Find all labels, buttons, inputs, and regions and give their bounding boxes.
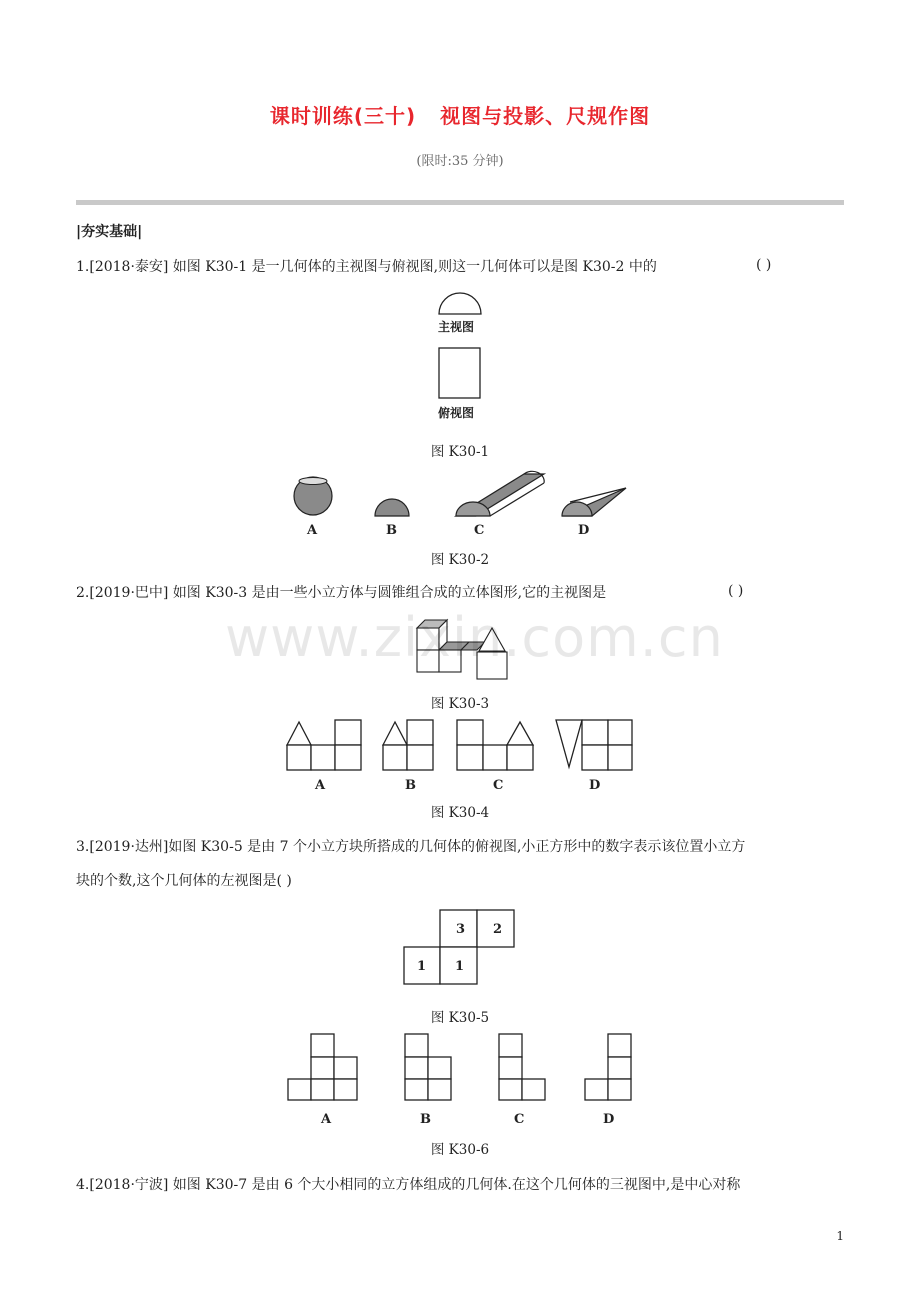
q2-option-a-label: A	[315, 778, 326, 793]
page-title: 课时训练(三十) 视图与投影、尺规作图	[269, 104, 651, 128]
q1-option-b-label: B	[386, 523, 397, 538]
caption-k30-4: 图 K30-4	[430, 805, 490, 821]
q3-option-a-label: A	[321, 1112, 332, 1127]
q1-option-c-label: C	[474, 523, 485, 538]
header-divider	[76, 200, 844, 205]
q3-option-c-drawing	[499, 1034, 545, 1100]
q2-option-a-drawing	[287, 720, 361, 770]
q3-option-d-drawing	[585, 1034, 631, 1100]
question-2-answer-blank: ( )	[728, 583, 744, 599]
question-4-text: 4.[2018·宁波] 如图 K30-7 是由 6 个大小相同的立方体组成的几何体.在这个几何体的三视图中,是中心对称	[76, 1177, 741, 1193]
page-number: 1	[836, 1229, 844, 1243]
figure-k30-6	[284, 1030, 636, 1102]
q1-option-d-label: D	[578, 523, 590, 538]
time-limit: (限时:35 分钟)	[416, 154, 504, 169]
grid-cell-number: 3	[456, 922, 466, 937]
q1-option-a-label: A	[307, 523, 318, 538]
top-view-label: 俯视图	[438, 406, 475, 420]
option-a-sphere	[294, 477, 332, 515]
grid-cell-number: 1	[455, 959, 465, 974]
option-b-hemisphere	[375, 499, 409, 516]
q2-option-c-label: C	[493, 778, 504, 793]
q3-option-b-label: B	[420, 1112, 431, 1127]
grid-cell-number: 1	[417, 959, 427, 974]
figure-k30-4	[280, 712, 640, 778]
q2-option-d-label: D	[589, 778, 601, 793]
top-view-rectangle	[439, 348, 480, 398]
q3-option-c-label: C	[514, 1112, 525, 1127]
main-view-label: 主视图	[438, 320, 475, 334]
question-3-line-1: 3.[2019·达州]如图 K30-5 是由 7 个小立方块所搭成的几何体的俯视图,小正方形中的数字表示该位置小立方	[76, 839, 746, 855]
caption-k30-3: 图 K30-3	[430, 696, 490, 712]
caption-k30-1: 图 K30-1	[430, 444, 490, 460]
figure-k30-5	[402, 908, 522, 988]
q2-option-b-label: B	[405, 778, 416, 793]
q3-option-a-drawing	[288, 1034, 357, 1100]
grid-cell-number: 2	[493, 922, 503, 937]
main-view-semicircle	[439, 293, 481, 314]
caption-k30-5: 图 K30-5	[430, 1010, 490, 1026]
watermark: www.zixin.com.cn	[225, 606, 724, 669]
section-heading: |夯实基础|	[76, 224, 143, 240]
option-d-half-cone	[562, 488, 626, 516]
question-2-text: 2.[2019·巴中] 如图 K30-3 是由一些小立方体与圆锥组合成的立体图形,它的主视图是	[76, 585, 607, 601]
q3-option-d-label: D	[603, 1112, 615, 1127]
question-1-text: 1.[2018·泰安] 如图 K30-1 是一几何体的主视图与俯视图,则这一几何体可以是图 K30-2 中的	[76, 259, 657, 275]
q2-option-c-drawing	[457, 720, 533, 770]
question-1-answer-blank: ( )	[756, 257, 772, 273]
question-3-line-2: 块的个数,这个几何体的左视图是( )	[76, 873, 292, 889]
caption-k30-2: 图 K30-2	[430, 552, 490, 568]
q2-option-b-drawing	[383, 720, 433, 770]
figure-k30-2	[280, 465, 640, 525]
option-c-half-cylinder	[456, 471, 544, 516]
q2-option-d-drawing	[556, 720, 632, 770]
caption-k30-6: 图 K30-6	[430, 1142, 490, 1158]
q3-option-b-drawing	[405, 1034, 451, 1100]
